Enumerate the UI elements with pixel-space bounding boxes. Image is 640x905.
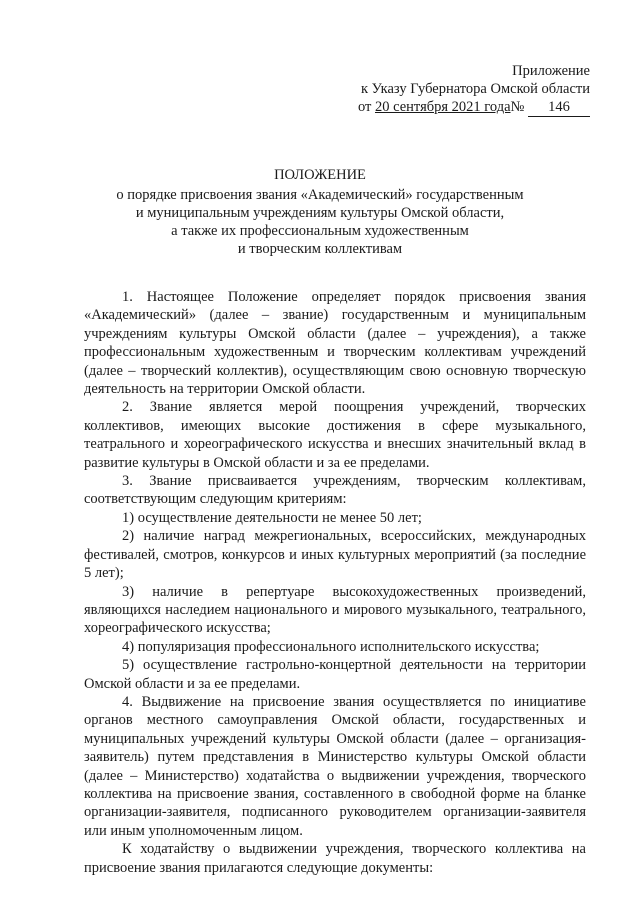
paragraph-3: 3. Звание присваивается учреждениям, творческим коллективам, соответствующим следующим критериям: <box>84 473 586 508</box>
paragraph-attachments: К ходатайству о выдвижении учреждения, творческого коллектива на присвоение звания прилагаются следующие документы: <box>84 841 586 876</box>
criterion-4: 4) популяризация профессионального исполнительского искусства; <box>122 638 540 655</box>
title-heading: ПОЛОЖЕНИЕ <box>274 167 366 183</box>
title-line: о порядке присвоения звания «Академический» государственным <box>116 187 524 203</box>
criterion-1: 1) осуществление деятельности не менее 50 лет; <box>122 509 422 526</box>
appendix-date: 20 сентября 2021 года <box>375 99 511 115</box>
appendix-label: Приложение <box>512 63 590 79</box>
criterion-3: 3) наличие в репертуаре высокохудожественных произведений, являющихся наследием национального и мирового музыкального, театрального, хореографического искусства; <box>84 583 586 637</box>
appendix-header <box>358 62 590 117</box>
document-title <box>0 166 640 258</box>
appendix-date-line <box>358 98 590 117</box>
paragraph-4: 4. Выдвижение на присвоение звания осуществляется по инициативе органов местного самоуправления Омской области, государственных и муниципальных учреждений культуры Омской области (далее – организация-заявитель) путем представления в Министерство культуры Омской области (далее – Министерство) ходатайства о выдвижении учреждения, творческого коллектива на присвоение звания, составленного в свободной форме на бланке организации-заявителя, подписанного руководителем организации-заявителя или иным уполномоченным лицом. <box>84 693 586 839</box>
criterion-2: 2) наличие наград межрегиональных, всероссийских, международных фестивалей, смотров, конкурсов и иных культурных мероприятий (за последние 5 лет); <box>84 528 586 582</box>
appendix-number-sign: № <box>510 99 525 115</box>
appendix-date-prefix: от <box>357 99 372 115</box>
criterion-5: 5) осуществление гастрольно-концертной деятельности на территории Омской области и за ее пределами. <box>84 657 586 692</box>
appendix-number: 146 <box>528 99 590 117</box>
title-line: и муниципальным учреждениям культуры Омской области, <box>135 205 505 221</box>
paragraph-2: 2. Звание является мерой поощрения учреждений, творческих коллективов, имеющих высокие достижения в сфере музыкального, театрального и хореографического искусства и внесших значительный вклад в развитие культуры в Омской области и за ее пределами. <box>84 399 586 471</box>
title-line: и творческим коллективам <box>237 241 403 257</box>
appendix-decree-reference: к Указу Губернатора Омской области <box>360 81 590 97</box>
document-body <box>84 288 586 877</box>
paragraph-1: 1. Настоящее Положение определяет порядок присвоения звания «Академический» (далее – звание) государственным и муниципальным учреждениям культуры Омской области (далее – учреждения), а также профессиональным художественным и творческим коллективам учреждений (далее – творческий коллектив), осуществляющим свою основную творческую деятельность на территории Омской области. <box>84 289 586 398</box>
title-line: а также их профессиональным художественным <box>171 223 469 239</box>
